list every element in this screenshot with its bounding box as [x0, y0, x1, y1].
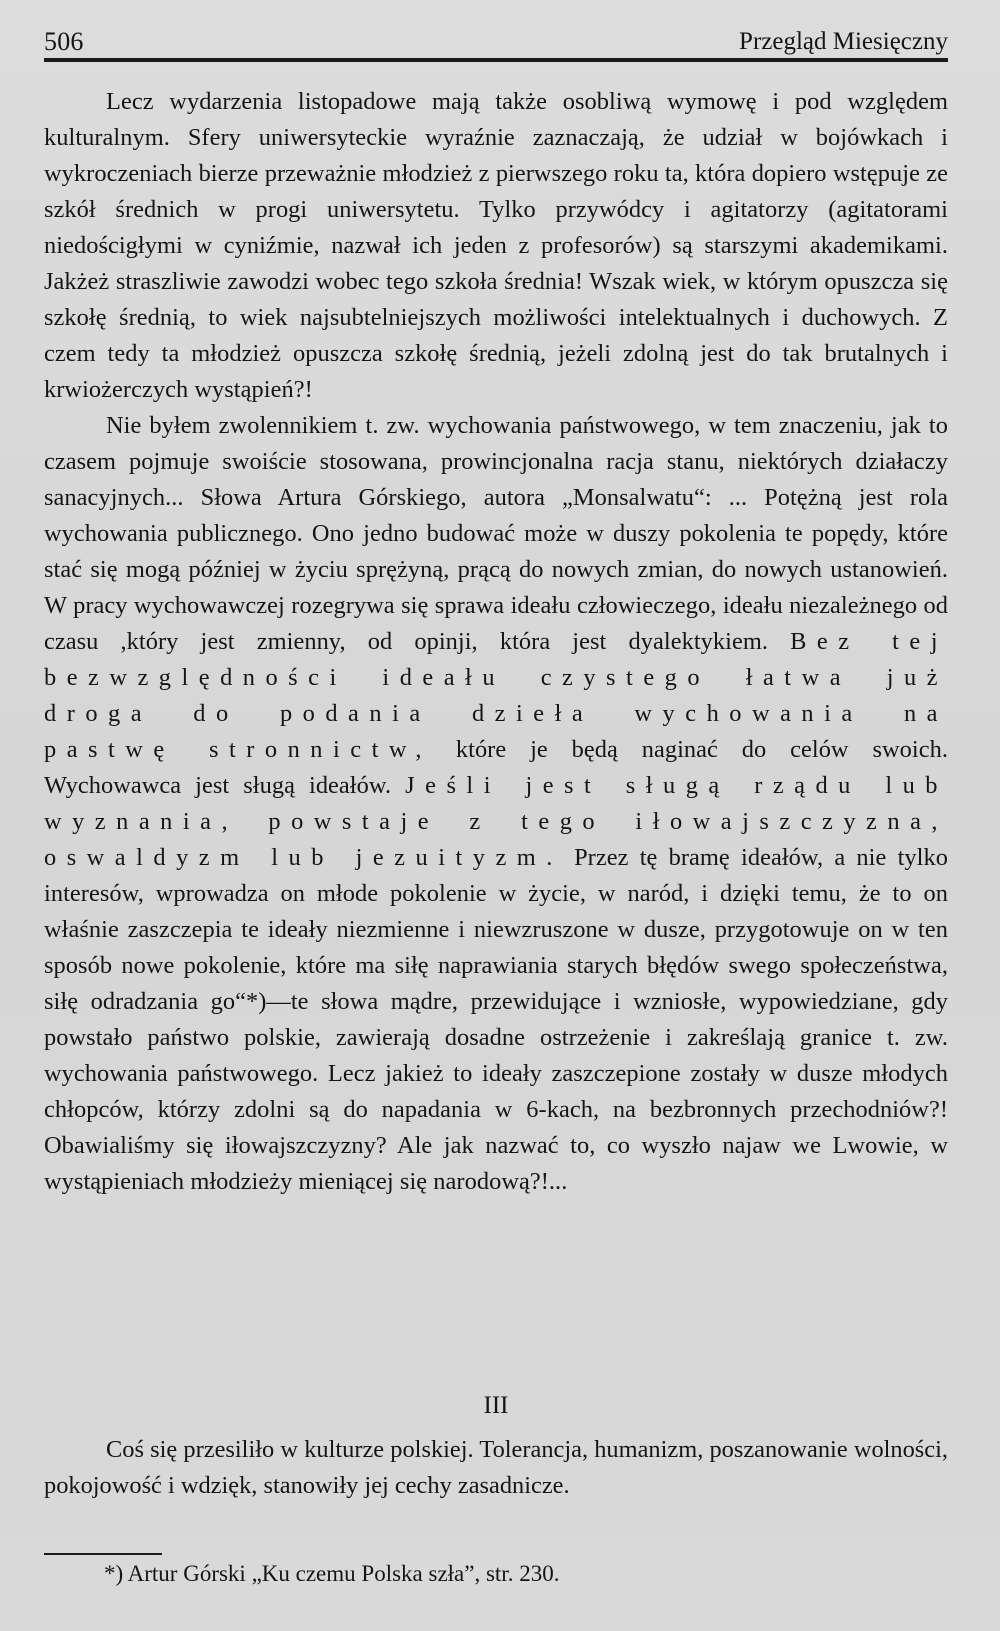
- paragraph-2-text-c: Przez tę bramę ideałów, a nie tylko interesów, wprowadza on młode pokolenie w życie, w naród, i dzięki temu, że to on właśnie zaszczepia te ideały niezmienne i niewzruszone w dusze, przygotowuje on w ten sposób nowe pokolenie, które ma siłę naprawiania starych błędów swego społeczeństwa, siłę odradzania go“*)—te słowa mądre, przewidujące i wzniosłe, wypowiedziane, gdy powstało państwo polskie, zawierają dosadne ostrzeżenie i zakreślają granice t. zw. wychowania państwowego. Lecz jakież to ideały zaszczepione zostały w dusze młodych chłopców, którzy zdolni są do napadania w 6-kach, na bezbronnych przechodniów?! Obawialiśmy się iłowajszczyzny? Ale jak nazwać to, co wyszło najaw we Lwowie, w wystąpieniach młodzieży mieniącej się narodową?!...: [44, 844, 948, 1195]
- paragraph-2: [44, 408, 948, 1200]
- page-number: 506: [44, 27, 84, 56]
- footnote: *) Artur Górski „Ku czemu Polska szła”, str. 230.: [104, 1561, 560, 1586]
- section-paragraph: Coś się przesiliło w kulturze polskiej. Tolerancja, humanizm, poszanowanie wolności, pokojowość i wdzięk, stanowiły jej cechy zasadnicze.: [44, 1436, 948, 1499]
- section-number: III: [483, 1392, 509, 1419]
- page-header: [44, 28, 948, 62]
- paragraph-2-text-b: które je będą naginać do celów swoich. Wychowawca jest sługą ideałów.: [44, 736, 948, 799]
- paragraph-1: Lecz wydarzenia listopadowe mają także osobliwą wymowę i pod względem kulturalnym. Sfery uniwersyteckie wyraźnie zaznaczają, że udział w bojówkach i wykroczeniach bierze przeważnie młodzież z pierwszego roku ta, która dopiero wstępuje ze szkół średnich w progi uniwersytetu. Tylko przywódcy i agitatorzy (agitatorami niedościgłymi w cyniźmie, nazwał ich jeden z profesorów) są starszymi akademikami. Jakżeż straszliwie zawodzi wobec tego szkoła średnia! Wszak wiek, w którym opuszcza się szkołę średnią, to wiek najsubtelniejszych możliwości intelektualnych i duchowych. Z czem tedy ta młodzież opuszcza szkołę średnią, jeżeli zdolną jest do tak brutalnych i krwiożerczych wystąpień?!: [44, 88, 948, 403]
- section-body: [44, 1432, 948, 1504]
- paragraph-2-text-a: Nie byłem zwolennikiem t. zw. wychowania państwowego, w tem znaczeniu, jak to czasem pojmuje swoiście stosowana, prowincjonalna racja stanu, niektórych działaczy sanacyjnych... Słowa Artura Górskiego, autora „Monsalwatu“: ... Potężną jest rola wychowania publicznego. Ono jedno budować może w duszy pokolenia te popędy, które stać się mogą później w życiu sprężyną, prącą do nowych zmian, do nowych ustanowień. W pracy wychowawczej rozegrywa się sprawa ideału człowieczego, ideału niezależnego od czasu ,który jest zmienny, od opinji, która jest dyalektykiem.: [44, 412, 948, 655]
- spaced-emphasis-1: Bez tej bezwzględności ideału czystego łatwa już droga do podania dzieła wychowania na pastwę stronnictw,: [44, 628, 948, 763]
- article-body: [44, 84, 948, 1200]
- footnote-rule: [44, 1553, 162, 1555]
- header-rule: [44, 58, 948, 62]
- running-title: Przegląd Miesięczny: [739, 28, 948, 55]
- spaced-emphasis-2: Jeśli jest sługą rządu lub wyznania, powstaje z tego iłowajszczyzna, oswaldyzm lub jezuityzm.: [44, 772, 948, 871]
